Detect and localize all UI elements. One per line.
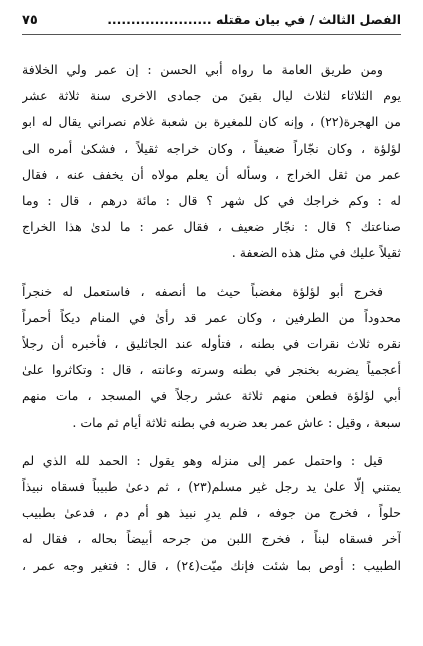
text-line: فخرج أبو لؤلؤة مغضباً حيث ما أنصفه ، فاستعمل له خنجراً — [22, 283, 383, 299]
text-line: من الهجرة(٢٢) ، وإنه كان للمغيرة بن شعبة غلام نصراني يقال له ابو — [22, 114, 401, 130]
text-line: يوم الثلاثاء لثلاث ليال بقينَ من جمادى الاخرى سنة ثلاثة عشر — [22, 88, 401, 104]
text-line: ومن طريق العامة ما رواه أبي الحسن : إن عمر ولي الخلافة — [22, 62, 383, 77]
text-line: سبعة ، وقيل : عاش عمر بعد ضربه في بطنه ثلاثة أيام ثم مات . — [72, 414, 401, 430]
text-line: أبي لؤلؤة فطعن منهم ثلاثة عشر رجلاً في المسجد ، مات منهم — [22, 388, 401, 404]
text-line: حلواً ، فخرج من جوفه ، فلم يدرِ نبيذ هو أم دم ، فدعىٰ بطبيب — [22, 505, 401, 521]
document-page — [22, 12, 401, 636]
text-line: آخر فسقاه لبناً ، فخرج اللبن من جرحه أبيضاً بحاله ، فقال له — [22, 531, 401, 547]
paragraph-3 — [22, 448, 401, 579]
text-line: له : وكم خراجك في كل شهر ؟ قال : مائة درهم ، قال : وما — [22, 193, 401, 209]
text-line: يمتني إلّا علىٰ يد رجل غير مسلم(٢٣) ، ثم دعىٰ طبيباً فسقاه نبيذاً — [22, 479, 401, 495]
text-line: أعجمياً يضربه بخنجر في بطنه وسرته وعانته ، قال : وتكاثروا علىٰ — [22, 362, 401, 378]
text-line: عمر من ثقل الخراج ، وسأله أن يعلم مولاه أن يخفف عنه ، فقال — [22, 166, 401, 182]
paragraph-2 — [22, 279, 401, 436]
text-line: نقره ثلاث نقرات في بطنه ، فتأوله عند الجاثليق ، فأخبره أن رجلاً — [22, 336, 401, 352]
paragraph-1 — [22, 57, 401, 267]
chapter-title: الفصل الثالث / في بيان مقتله ...................... — [107, 12, 401, 27]
text-line: الطبيب : أوص بما شئت فإنك ميّت(٢٤) ، قال : فتغير وجه عمر ، — [22, 557, 401, 573]
text-line: صناعتك ؟ قال : نجّار ضعيف ، فقال عمر : ما لدىٰ هذا الخراج — [22, 219, 401, 235]
text-line: محدوداً من الطرفين ، وكان عمر قد رأىٰ في المنام ديكاً أحمراً — [22, 309, 401, 325]
text-line: قيل : واحتمل عمر إلى منزله وهو يقول : الحمد لله الذي لم — [22, 452, 383, 468]
body-text — [22, 57, 401, 579]
text-line: لؤلؤة ، وكان نجّاراً ضعيفاً ، وكان خراجه ثقيلاً ، فشكىٰ أمره الى — [22, 140, 401, 156]
running-header — [22, 12, 401, 35]
text-line: ثقيلاً عليك في مثل هذه الضعفة . — [231, 245, 401, 261]
page-number: ٧٥ — [22, 13, 38, 28]
